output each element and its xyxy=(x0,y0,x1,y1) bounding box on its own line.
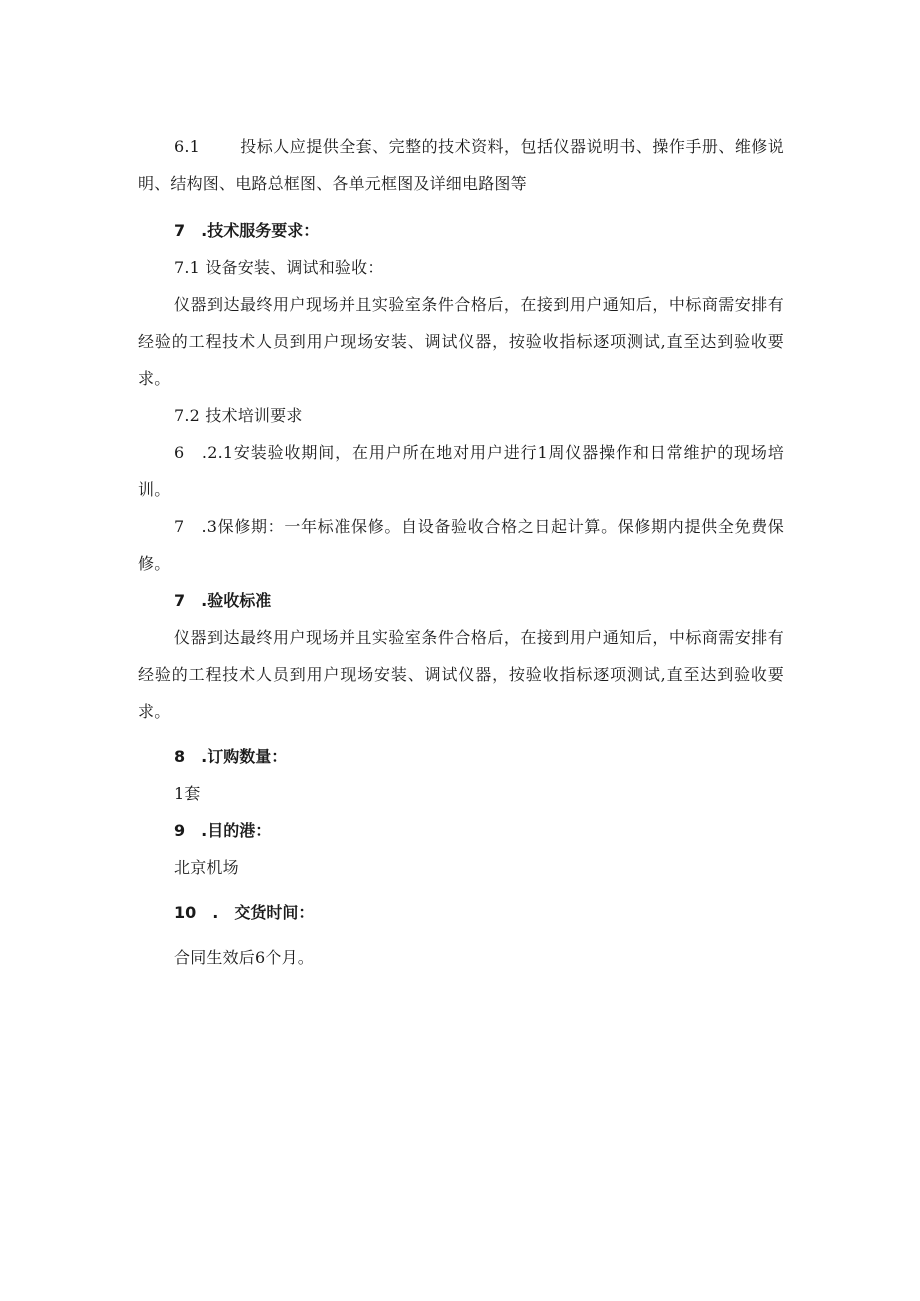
delivery-time: 合同生效后6个月。 xyxy=(174,948,314,967)
section-10-heading: 10 . 交货时间： xyxy=(174,903,315,922)
paragraph-text: 投标人应提供全套、完整的技术资料，包括仪器说明书、操作手册、维修说明、结构图、电路总框图、各单元框图及详细电路图等 xyxy=(138,137,784,193)
section-number: 6.1 xyxy=(174,137,201,156)
destination-port: 北京机场 xyxy=(174,858,239,877)
paragraph-6-1 xyxy=(138,128,784,202)
subsection-6-2-1-body: 6 .2.1安装验收期间，在用户所在地对用户进行1周仪器操作和日常维护的现场培训。 xyxy=(138,443,784,499)
subsection-7-3-body: 7 .3保修期：一年标准保修。自设备验收合格之日起计算。保修期内提供全免费保修。 xyxy=(138,517,784,573)
subsection-7-2-title: 7.2 技术培训要求 xyxy=(174,406,303,425)
subsection-7-1-body: 仪器到达最终用户现场并且实验室条件合格后，在接到用户通知后，中标商需安排有经验的工程技术人员到用户现场安装、调试仪器，按验收指标逐项测试,直至达到验收要求。 xyxy=(138,295,784,388)
document-page xyxy=(138,128,784,976)
order-quantity: 1套 xyxy=(174,784,201,803)
section-9-heading: 9 .目的港： xyxy=(174,821,272,840)
subsection-7-1-title: 7.1 设备安装、调试和验收： xyxy=(174,258,384,277)
section-8-heading: 8 .订购数量： xyxy=(174,747,288,766)
acceptance-body: 仪器到达最终用户现场并且实验室条件合格后，在接到用户通知后，中标商需安排有经验的工程技术人员到用户现场安装、调试仪器，按验收指标逐项测试,直至达到验收要求。 xyxy=(138,628,784,721)
section-7-heading: 7 .技术服务要求： xyxy=(174,221,320,240)
acceptance-heading: 7 .验收标准 xyxy=(174,591,272,610)
